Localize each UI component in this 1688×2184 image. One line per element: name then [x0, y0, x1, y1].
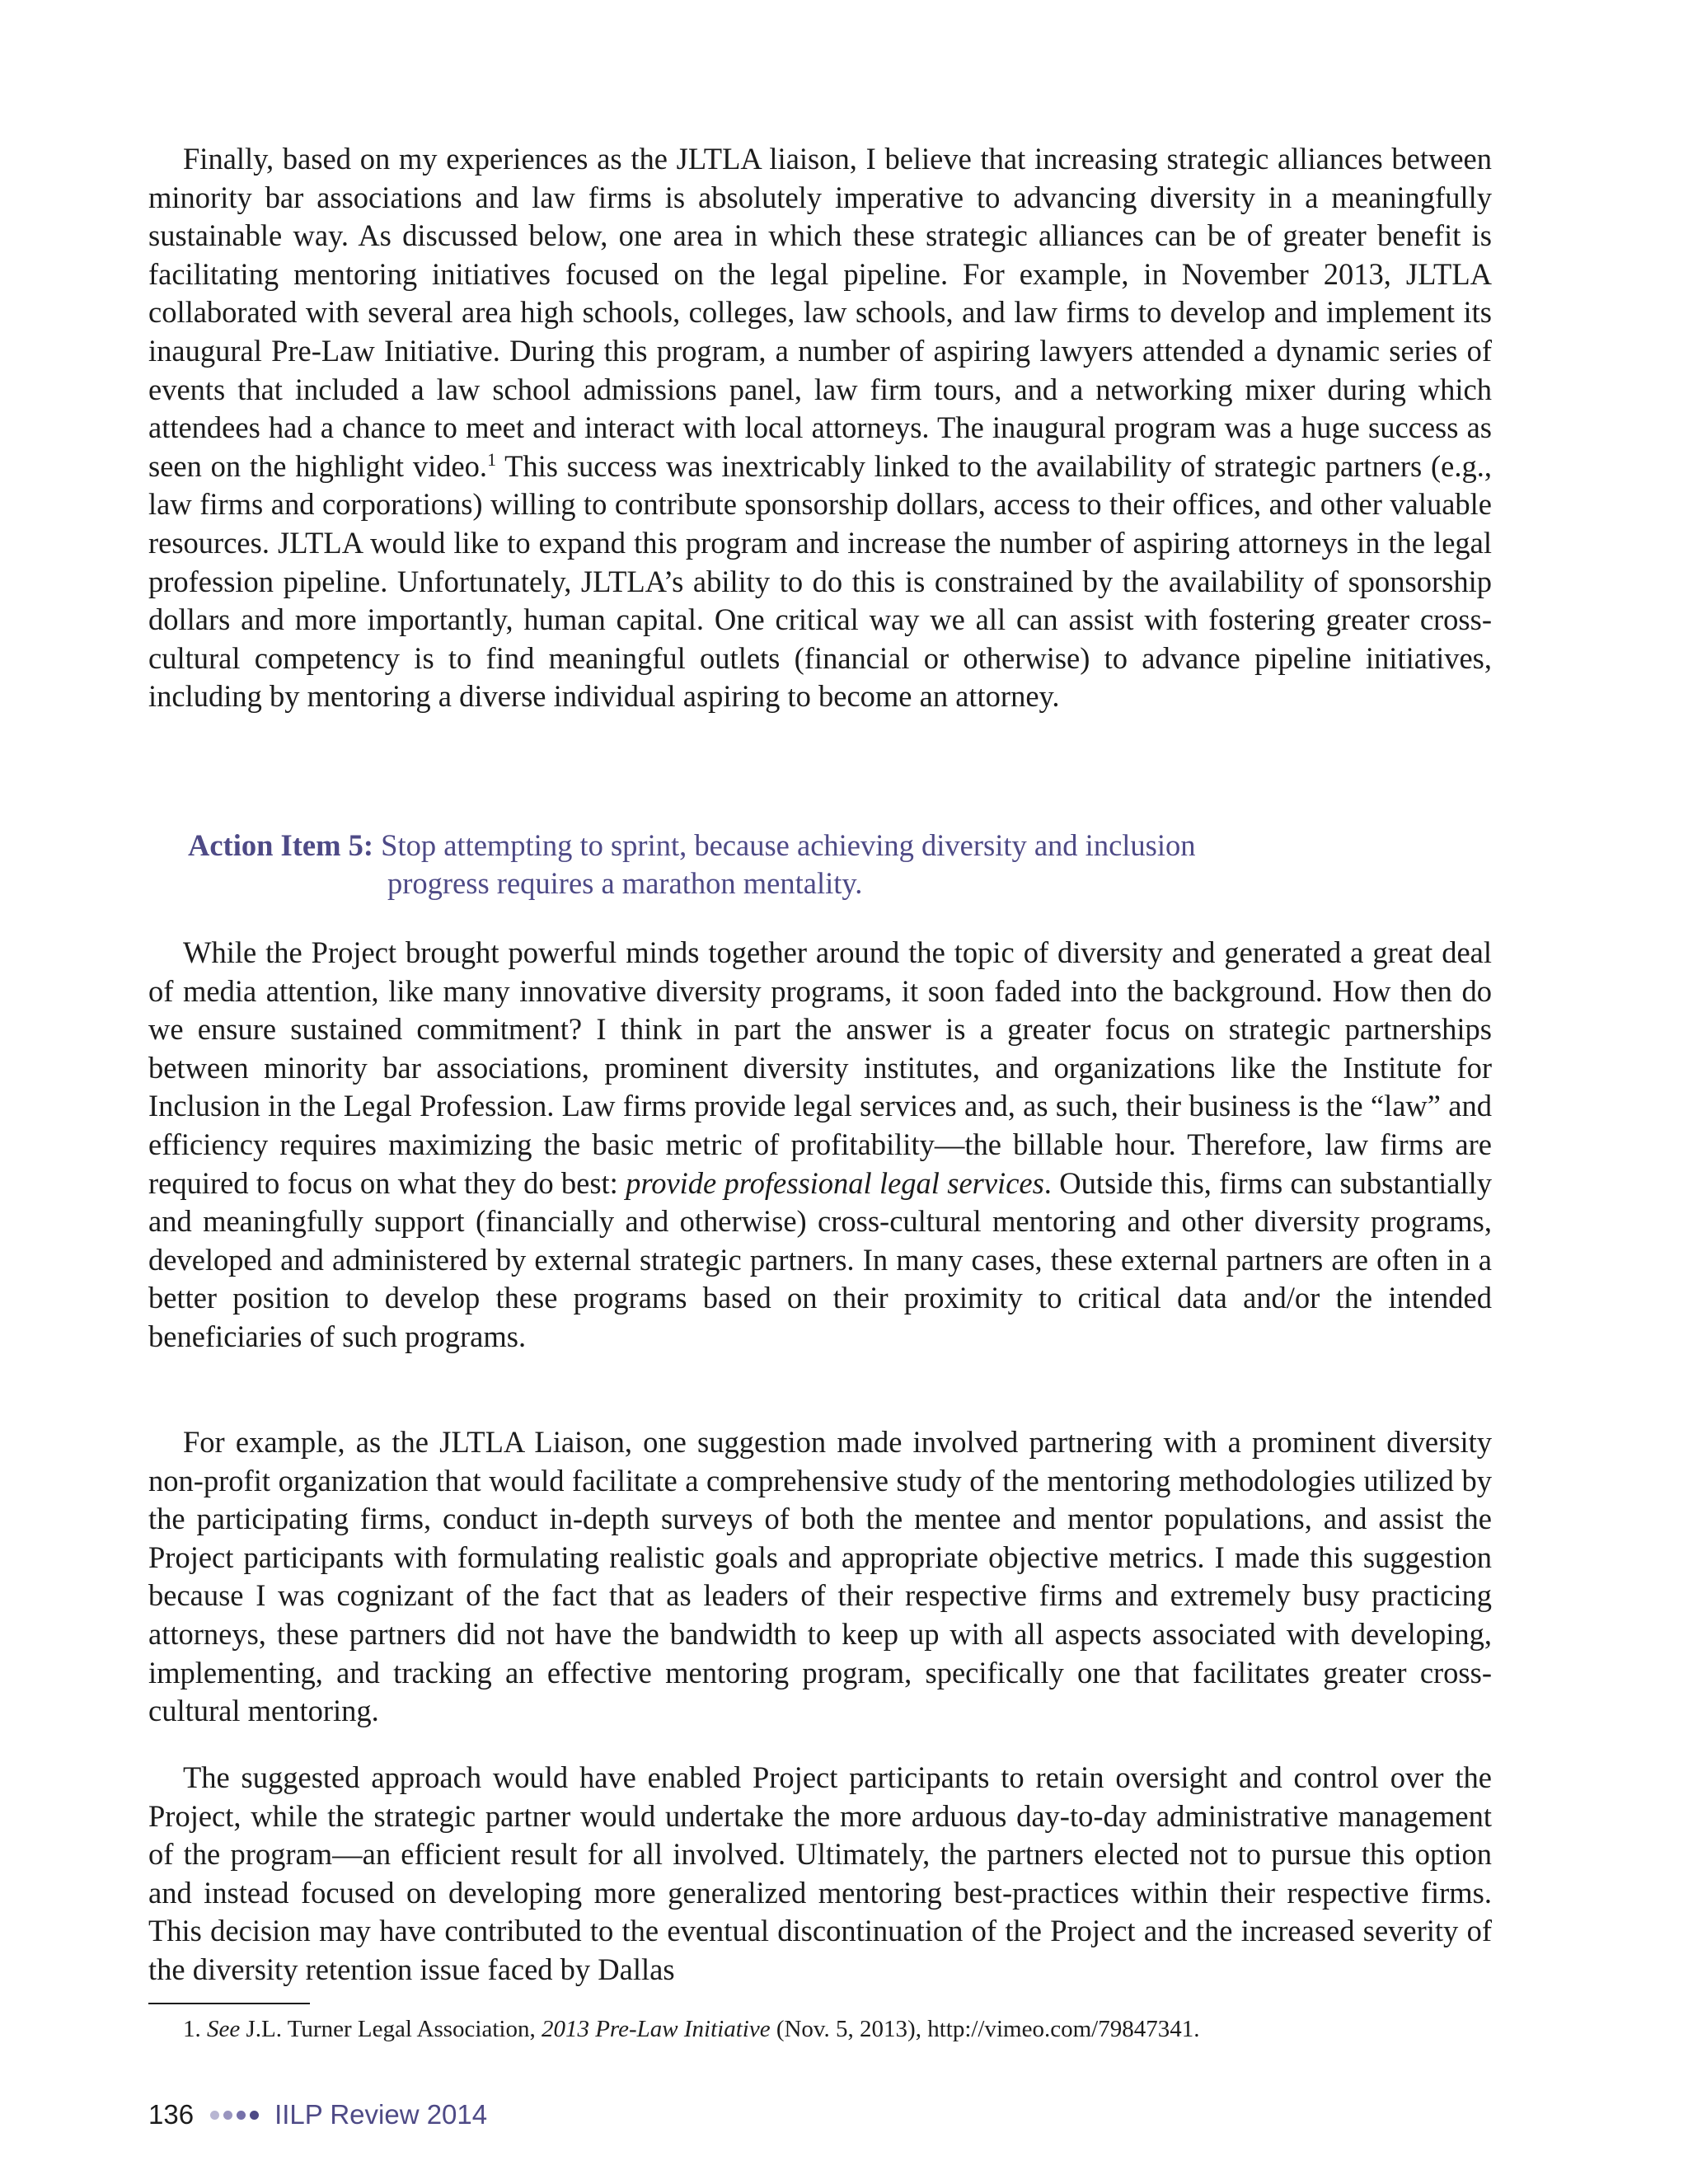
dot-icon [223, 2111, 232, 2120]
footnote-divider [148, 2003, 310, 2004]
body-paragraph-4 [148, 1759, 1492, 1990]
footnote-number: 1. [183, 2016, 201, 2042]
paragraph-emphasis: provide professional legal services [626, 1165, 1044, 1200]
paragraph-segment: While the Project brought powerful minds together around the topic of diversity and generated a great deal of media attention, like many innovative diversity programs, it soon faded into the background. How then do we ensure sustained commitment? I think in part the answer is a greater focus on strategic partnerships between minority bar associations, prominent diversity institutes, and organizations like the Institute for Inclusion in the Legal Profession. Law firms provide legal services and, as such, their business is the “law” and efficiency requires maximizing the basic metric of profitability—the billable hour. Therefore, law firms are required to focus on what they do best: [148, 935, 1492, 1200]
action-item-line-2: progress requires a marathon mentality. [387, 866, 863, 900]
action-item-label: Action Item 5: [188, 828, 374, 862]
footnote [183, 2014, 1469, 2044]
body-paragraph-3 [148, 1423, 1492, 1731]
page-number: 136 [148, 2099, 195, 2130]
paragraph-segment: . Outside this, firms can substantially and meaningfully support (financially and otherwise) cross-cultural mentoring and other diversity programs, developed and administered by external strategic partners. In many cases, these external partners are often in a better position to develop these programs based on their proximity to critical data and/or the intended beneficiaries of such programs. [148, 1165, 1492, 1353]
dot-icon [237, 2111, 246, 2120]
body-paragraph-2 [148, 934, 1492, 1357]
paragraph-text: For example, as the JLTLA Liaison, one suggestion made involved partnering with a prominent diversity non-profit organization that would facilitate a comprehensive study of the mentoring methodologies utilized by the participating firms, conduct in-depth surveys of both the mentee and mentor populations, and assist the Project participants with formulating realistic goals and appropriate objective metrics. I made this suggestion because I was cognizant of the fact that as leaders of their respective firms and extremely busy practicing attorneys, these partners did not have the bandwidth to keep up with all aspects associated with developing, implementing, and tracking an effective mentoring program, specifically one that facilitates greater cross-cultural mentoring. [148, 1425, 1492, 1728]
footnote-source: J.L. Turner Legal Association, [246, 2016, 536, 2042]
footnote-title: 2013 Pre-Law Initiative [541, 2016, 771, 2042]
paragraph-text [148, 934, 1492, 1357]
footnote-signal: See [207, 2016, 241, 2042]
body-paragraph-1 [148, 140, 1492, 716]
footer-dots-ornament [210, 2111, 263, 2120]
paragraph-segment: Finally, based on my experiences as the JLTLA liaison, I believe that increasing strategic alliances between minority bar associations and law firms is absolutely imperative to advancing diversity in a meaningfully sustainable way. As discussed below, one area in which these strategic alliances can be of greater benefit is facilitating mentoring initiatives focused on the legal pipeline. For example, in November 2013, JLTLA collaborated with several area high schools, colleges, law schools, and law firms to develop and implement its inaugural Pre-Law Initiative. During this program, a number of aspiring lawyers attended a dynamic series of events that included a law school admissions panel, law firm tours, and a networking mixer during which attendees had a chance to meet and interact with local attorneys. The inaugural program was a huge success as seen on the highlight video. [148, 142, 1492, 483]
paragraph-segment: This success was inextricably linked to the availability of strategic partners (e.g., law firms and corporations) willing to contribute sponsorship dollars, access to their offices, and other valuable resources. JLTLA would like to expand this program and increase the number of aspiring attorneys in the legal profession pipeline. Unfortunately, JLTLA’s ability to do this is constrained by the availability of sponsorship dollars and more importantly, human capital. One critical way we all can assist with fostering greater cross-cultural competency is to find meaningful outlets (financial or otherwise) to advance pipeline initiatives, including by mentoring a diverse individual aspiring to become an attorney. [148, 448, 1493, 714]
action-item-heading [188, 827, 1342, 902]
dot-icon [250, 2111, 259, 2120]
dot-icon [210, 2111, 219, 2120]
paragraph-text: The suggested approach would have enabled Project participants to retain oversight and control over the Project, while the strategic partner would undertake the more arduous day-to-day administrative management of the program—an efficient result for all involved. Ultimately, the partners elected not to pursue this option and instead focused on developing more generalized mentoring best-practices within their respective firms. This decision may have contributed to the eventual discontinuation of the Project and the increased severity of the diversity retention issue faced by Dallas [148, 1760, 1492, 1986]
footnote-reference: 1 [487, 448, 497, 470]
page-footer [148, 2098, 487, 2131]
footnote-details: (Nov. 5, 2013), http://vimeo.com/79847341. [776, 2016, 1200, 2042]
paragraph-text [148, 140, 1492, 716]
journal-title: IILP Review 2014 [274, 2099, 488, 2130]
action-item-line-1: Stop attempting to sprint, because achieving diversity and inclusion [381, 828, 1196, 862]
